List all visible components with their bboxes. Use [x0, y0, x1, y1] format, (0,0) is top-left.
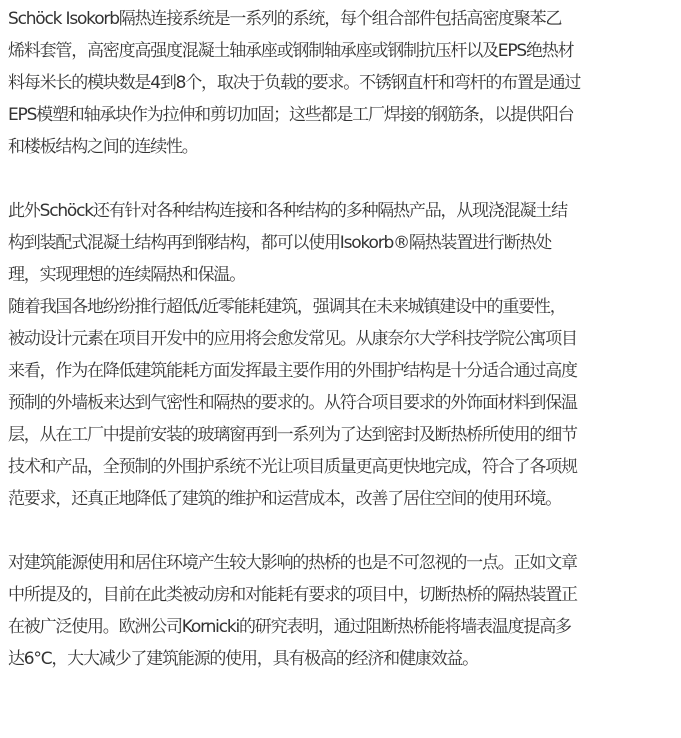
text-line: 达6°C，大大减少了建筑能源的使用，具有极高的经济和健康效益。 [8, 649, 478, 669]
paragraph-thermal-bridges [8, 547, 678, 675]
text-line: 技术和产品，全预制的外围护系统不光让项目质量更高更快地完成，符合了各项规 [8, 457, 577, 477]
paragraph-spacer [8, 163, 678, 195]
article-body [8, 0, 678, 675]
paragraph-isokorb-system [8, 3, 678, 163]
text-line: 和楼板结构之间的连续性。 [8, 137, 198, 157]
text-line: 预制的外墙板来达到气密性和隔热的要求的。从符合项目要求的外饰面材料到保温 [8, 393, 577, 413]
text-line: EPS模塑和轴承块作为拉伸和剪切加固；这些都是工厂焊接的钢筋条，以提供阳台 [8, 105, 574, 125]
text-line: 被动设计元素在项目开发中的应用将会愈发常见。从康奈尔大学科技学院公寓项目 [8, 329, 577, 349]
text-line: Schöck Isokorb隔热连接系统是一系列的系统，每个组合部件包括高密度聚苯乙 [8, 9, 562, 29]
text-line: 此外Schöck还有针对各种结构连接和各种结构的多种隔热产品，从现浇混凝土结 [8, 201, 567, 221]
text-line: 范要求，还真正地降低了建筑的维护和运营成本，改善了居住空间的使用环境。 [8, 489, 561, 509]
text-line: 层，从在工厂中提前安装的玻璃窗再到一系列为了达到密封及断热桥所使用的细节 [8, 425, 577, 445]
text-line: 随着我国各地纷纷推行超低/近零能耗建筑，强调其在未来城镇建设中的重要性， [8, 297, 566, 317]
text-line: 中所提及的，目前在此类被动房和对能耗有要求的项目中，切断热桥的隔热装置正 [8, 585, 577, 605]
text-line: 在被广泛使用。欧洲公司Kornicki的研究表明，通过阻断热桥能将墙表温度提高多 [8, 617, 571, 637]
paragraph-low-energy-buildings [8, 291, 678, 515]
paragraph-spacer [8, 515, 678, 547]
text-line: 来看，作为在降低建筑能耗方面发挥最主要作用的外围护结构是十分适合通过高度 [8, 361, 577, 381]
text-line: 构到装配式混凝土结构再到钢结构，都可以使用Isokorb®隔热装置进行断热处 [8, 233, 552, 253]
text-line: 对建筑能源使用和居住环境产生较大影响的热桥的也是不可忽视的一点。正如文章 [8, 553, 577, 573]
text-line: 理，实现理想的连续隔热和保温。 [8, 265, 245, 285]
text-line: 料每米长的模块数是4到8个，取决于负载的要求。不锈钢直杆和弯杆的布置是通过 [8, 73, 581, 93]
paragraph-schock-products [8, 195, 678, 291]
text-line: 烯料套管，高密度高强度混凝土轴承座或钢制轴承座或钢制抗压杆以及EPS绝热材 [8, 41, 574, 61]
